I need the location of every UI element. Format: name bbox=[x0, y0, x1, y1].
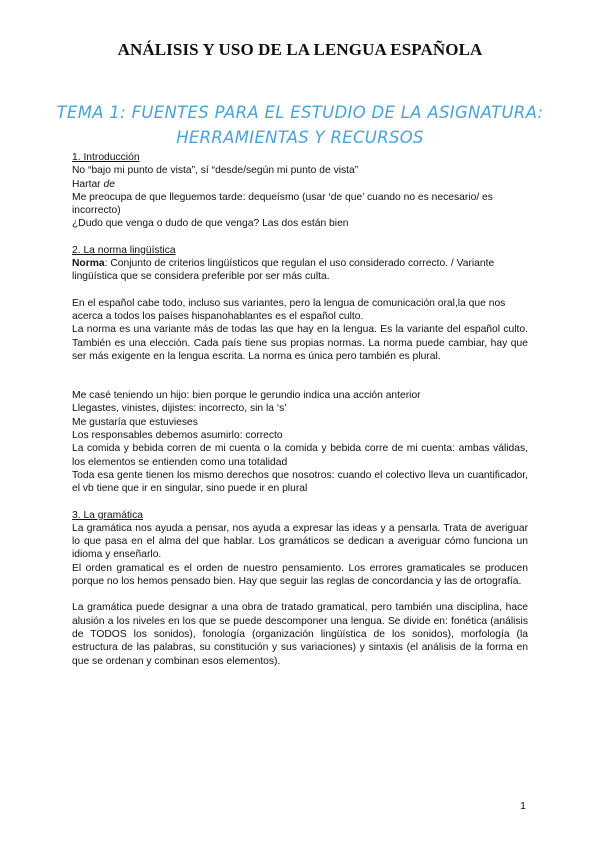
page-number: 1 bbox=[520, 800, 526, 812]
definition-text: : Conjunto de criterios lingüísticos que regulan el uso considerado correcto. / Variante lingüística que se considera preferible por ser más culta. bbox=[72, 258, 495, 283]
section-heading-introduccion: 1. Introducción bbox=[72, 152, 140, 163]
document-title: ANÁLISIS Y USO DE LA LENGUA ESPAÑOLA bbox=[117, 40, 483, 59]
definition-paragraph bbox=[72, 257, 528, 284]
example-line: Me gustaría que estuvieses bbox=[72, 416, 198, 428]
document-body bbox=[72, 151, 528, 668]
paragraph: No “bajo mi punto de vista”, sí “desde/según mi punto de vista” bbox=[72, 165, 359, 177]
paragraph: La gramática puede designar a una obra de tratado gramatical, pero también una disciplina, hace alusión a los niveles en los que se puede descomponer una lengua. Se divide en: fonética (análisis de TODOS los sonidos), fonología (organización lingüística de los sonidos), morfología (la estructura de las palabras, su constitución y sus variaciones) y sintaxis (el análisis de la forma en que se ordenan y combinan esos elementos). bbox=[72, 602, 528, 667]
section-heading-norma: 2. La norma lingüística bbox=[72, 244, 176, 256]
topic-title-line1: TEMA 1: FUENTES PARA EL ESTUDIO DE LA ASIGNATURA: bbox=[56, 103, 544, 122]
example-line: Los responsables debemos asumirlo: correcto bbox=[72, 430, 283, 442]
example-line: La comida y bebida corren de mi cuenta o la comida y bebida corre de mi cuenta: ambas válidas, los elementos se entienden como una totalidad bbox=[72, 443, 528, 468]
text: Hartar bbox=[72, 178, 104, 190]
italic-text: de bbox=[103, 178, 115, 190]
paragraph: En el español cabe todo, incluso sus variantes, pero la lengua de comunicación oral,la que nos acerca a todos los países hispanohablantes es el español culto. bbox=[72, 297, 506, 322]
example-line: Llegastes, vinistes, dijistes: incorrecto, sin la ‘s’ bbox=[72, 403, 287, 415]
paragraph: La gramática nos ayuda a pensar, nos ayuda a expresar las ideas y a pensarla. Trata de averiguar lo que pasa en el alma del que hablar. Los gramáticos se dedican a averiguar cómo funciona un idioma y enseñarlo. bbox=[72, 522, 528, 561]
section-heading-gramatica: 3. La gramática bbox=[72, 509, 143, 521]
paragraph: ¿Dudo que venga o dudo de que venga? Las dos están bien bbox=[72, 218, 349, 230]
paragraph: El orden gramatical es el orden de nuestro pensamiento. Los errores gramaticales se producen porque no los hemos pensado bien. Hay que seguir las reglas de concordancia y las de ortografía. bbox=[72, 562, 528, 588]
paragraph: Me preocupa de que lleguemos tarde: dequeísmo (usar ‘de que’ cuando no es necesario/ es incorrecto) bbox=[72, 191, 493, 217]
example-line: Toda esa gente tienen los mismo derechos que nosotros: cuando el colectivo lleva un cuantificador, el vb tiene que ir en singular, sino puede ir en plural bbox=[72, 469, 528, 495]
example-line: Me casé teniendo un hijo: bien porque le gerundio indica una acción anterior bbox=[72, 390, 421, 402]
topic-title bbox=[40, 100, 560, 150]
topic-title-line2: HERRAMIENTAS Y RECURSOS bbox=[176, 128, 424, 147]
paragraph: La norma es una variante más de todas las que hay en la lengua. Es la variante del español culto. También es una elección. Cada país tiene sus propias normas. La norma puede cambiar, hay que ser más exigente en la lengua escrita. La norma es única pero también es plural. bbox=[72, 324, 528, 362]
paragraph bbox=[72, 178, 528, 191]
definition-term: Norma bbox=[72, 258, 105, 270]
